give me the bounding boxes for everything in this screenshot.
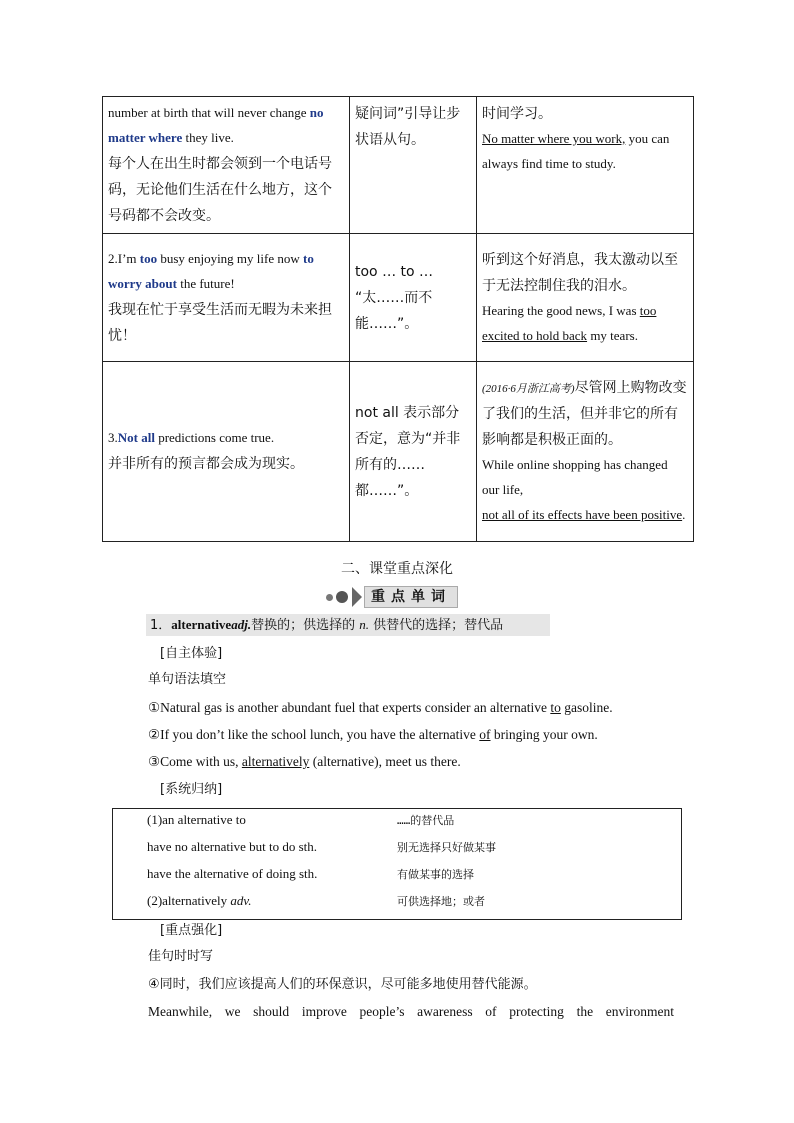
strengthen-item-cn: ④同时，我们应该提高人们的环保意识，尽可能多地使用替代能源。 <box>148 977 537 992</box>
pos-label: adv. <box>230 893 252 908</box>
example-en: my tears. <box>587 327 638 343</box>
summary-phrase: have the alternative of doing sth. <box>147 866 318 881</box>
summary-phrase: have no alternative but to do sth. <box>147 839 318 854</box>
practice-subtitle: 单句语法填空 <box>148 672 227 687</box>
example-source: (2016·6月浙江高考) <box>482 383 575 395</box>
strengthen-subtitle: 佳句时时写 <box>148 949 214 964</box>
keyword: matter where <box>108 130 183 145</box>
example-en: Hearing the good news, I was <box>482 302 640 318</box>
summary-meaning: 别无选择只好做某事 <box>397 841 496 854</box>
table-cell-sentence <box>103 234 350 362</box>
section-badge <box>326 585 458 609</box>
keyword: Not all <box>117 430 155 445</box>
table-row <box>103 362 694 542</box>
arrow-right-icon <box>352 587 362 607</box>
sentence-cn: 并非所有的预言都会成为现实。 <box>108 456 304 472</box>
item-text: (alternative), meet us there. <box>309 754 461 769</box>
summary-row <box>147 812 455 828</box>
table-row <box>103 234 694 362</box>
section-title: 二、课堂重点深化 <box>341 561 453 577</box>
dot-icon <box>336 591 348 603</box>
table-cell-rule <box>350 362 477 542</box>
table-cell-sentence <box>103 362 350 542</box>
sentence-en: number at birth that will never change <box>108 105 310 120</box>
keyword: too <box>139 250 158 266</box>
definition: 供替代的选择；替代品 <box>368 618 504 633</box>
row-number: 2. <box>108 250 118 266</box>
summary-phrase: (1)an alternative to <box>147 812 246 827</box>
word-heading <box>146 614 550 636</box>
summary-phrase: (2)alternatively <box>147 893 231 908</box>
item-text: ①Natural gas is another abundant fuel that experts consider an alternative <box>148 700 551 715</box>
sentence-en: the future! <box>176 275 235 291</box>
keyword: no <box>309 105 324 120</box>
item-text: ③Come with us, <box>148 754 242 769</box>
example-answer: not all of its effects have been positive <box>482 507 683 522</box>
item-answer: of <box>479 727 491 742</box>
rule-text: too … to … “太……而不能……”。 <box>355 263 434 332</box>
table-row <box>103 97 694 234</box>
table-cell-example <box>477 97 694 234</box>
example-cn: 听到这个好消息，我太激动以至于无法控制住我的泪水。 <box>482 251 678 294</box>
sentence-en: busy enjoying my life now <box>157 250 304 266</box>
item-text: bringing your own. <box>490 727 598 742</box>
table-cell-example <box>477 362 694 542</box>
dot-icon <box>326 594 333 601</box>
practice-item <box>148 752 461 772</box>
summary-meaning: 可供选择地；或者 <box>397 895 485 908</box>
keyword: to worry about <box>108 250 314 291</box>
summary-row <box>147 866 474 882</box>
practice-label: [自主体验] <box>160 646 223 661</box>
strengthen-item-en: Meanwhile, we should improve people’s awareness of protecting the environment <box>148 1004 674 1019</box>
rule-text: 疑问词”引导让步状语从句。 <box>355 106 461 148</box>
sentence-en: they live. <box>182 130 234 145</box>
strengthen-label: [重点强化] <box>160 923 223 938</box>
summary-label: [系统归纳] <box>160 782 223 797</box>
example-answer: too excited to hold back <box>482 302 657 343</box>
example-cn: 尽管网上购物改变了我们的生活，但并非它的所有影响都是积极正面的。 <box>482 380 687 448</box>
item-answer: alternatively <box>241 754 310 769</box>
example-en: you can always find time to study. <box>482 131 670 171</box>
sentence-en: predictions come true. <box>154 430 275 445</box>
pos-label: n. <box>359 617 369 632</box>
item-text: ②If you don’t like the school lunch, you have the alternative <box>148 727 480 742</box>
grammar-table <box>102 96 694 542</box>
sentence-en: I’m <box>117 250 140 266</box>
summary-row <box>147 893 485 909</box>
badge-label: 重点单词 <box>364 586 458 608</box>
sentence-cn: 我现在忙于享受生活而无暇为未来担忧！ <box>108 301 332 344</box>
example-en: While online shopping has changed our life, <box>482 457 668 497</box>
row-number: 3. <box>108 430 118 445</box>
practice-item <box>148 698 613 718</box>
example-answer: No matter where you work, <box>482 131 626 146</box>
summary-row <box>147 839 496 855</box>
practice-item <box>148 725 598 745</box>
summary-box <box>112 808 682 920</box>
table-cell-rule <box>350 97 477 234</box>
example-en: . <box>682 507 686 522</box>
item-text: gasoline. <box>560 700 613 715</box>
table-cell-example <box>477 234 694 362</box>
headword: alternative <box>171 617 232 632</box>
item-answer: to <box>550 700 561 715</box>
definition: 替换的；供选择的 <box>251 618 360 633</box>
table-cell-sentence <box>103 97 350 234</box>
pos-label: adj. <box>231 617 252 632</box>
rule-text: not all 表示部分否定，意为“并非所有的……都……”。 <box>355 404 461 499</box>
table-cell-rule <box>350 234 477 362</box>
example-cn: 时间学习。 <box>482 106 552 122</box>
summary-meaning: ……的替代品 <box>397 814 455 827</box>
word-number: 1． <box>150 618 172 633</box>
summary-meaning: 有做某事的选择 <box>397 868 474 881</box>
sentence-cn: 每个人在出生时都会领到一个电话号码，无论他们生活在什么地方，这个号码都不会改变。 <box>108 156 332 224</box>
